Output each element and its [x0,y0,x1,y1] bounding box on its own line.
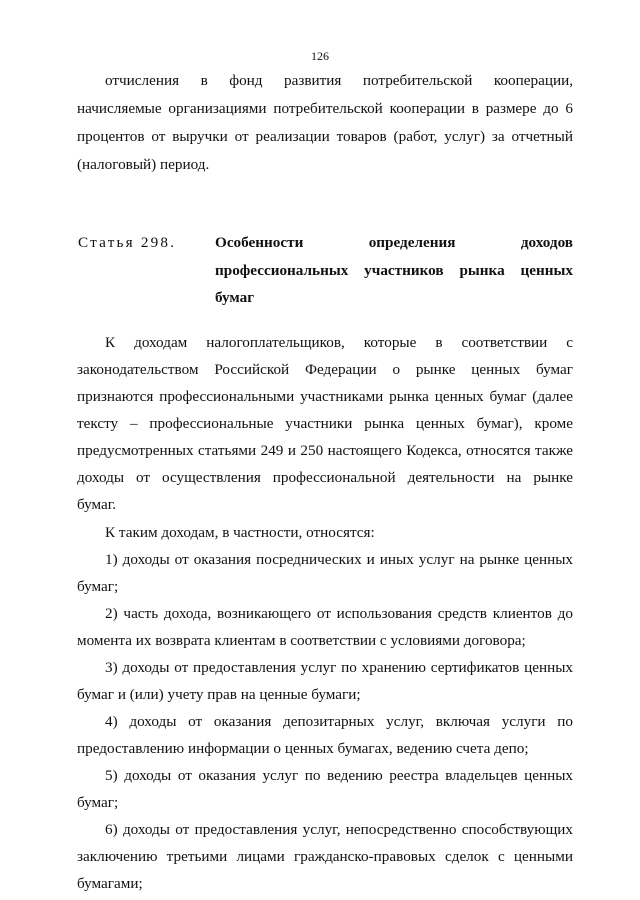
list-item-2-line-2: момента их возврата клиентам в соответствии с условиями договора; [77,632,526,649]
list-item-1-line-1: 1) доходы от оказания посреднических и иных услуг на рынке ценных [105,551,573,568]
page-number: 126 [311,49,329,63]
list-item-6-line-3: бумагами; [77,875,143,892]
body-line-5: предусмотренных статьями 249 и 250 настоящего Кодекса, относятся также [77,442,573,459]
list-item-5-line-1: 5) доходы от оказания услуг по ведению реестра владельцев ценных [105,767,573,784]
body-line-6: доходы от осуществления профессиональной деятельности на рынке [77,469,573,486]
list-item-6-line-1: 6) доходы от предоставления услуг, непосредственно способствующих [105,821,573,838]
intro-line-4: (налоговый) период. [77,156,210,173]
article-title-line-3: бумаг [215,289,255,306]
body-line-3: признаются профессиональными участниками рынка ценных бумаг (далее [77,388,573,405]
intro-line-3: процентов от выручки от реализации товаров (работ, услуг) за отчетный [77,128,573,145]
intro-line-1: отчисления в фонд развития потребительской кооперации, [105,72,573,89]
article-label: Статья 298. [78,234,177,251]
body-line-7: бумаг. [77,496,117,513]
list-item-4-line-1: 4) доходы от оказания депозитарных услуг, включая услуги по [105,713,573,730]
list-item-4-line-2: предоставлению информации о ценных бумагах, ведению счета депо; [77,740,529,757]
intro-line-2: начисляемые организациями потребительской кооперации в размере до 6 [77,100,573,117]
body-line-1: К доходам налогоплательщиков, которые в соответствии с [105,334,573,351]
list-item-3-line-1: 3) доходы от предоставления услуг по хранению сертификатов ценных [105,659,573,676]
list-item-3-line-2: бумаг и (или) учету прав на ценные бумаги; [77,686,361,703]
list-item-1-line-2: бумаг; [77,578,119,595]
article-title-line-2: профессиональных участников рынка ценных [215,262,573,279]
body-line-2: законодательством Российской Федерации о рынке ценных бумаг [77,361,573,378]
body-line-4: тексту – профессиональные участники рынка ценных бумаг), кроме [77,415,573,432]
article-title-line-1: Особенности определения доходов [215,234,573,251]
list-item-6-line-2: заключению третьими лицами гражданско-правовых сделок с ценными [77,848,573,865]
list-intro: К таким доходам, в частности, относятся: [105,524,375,541]
list-item-2-line-1: 2) часть дохода, возникающего от использования средств клиентов до [105,605,573,622]
list-item-5-line-2: бумаг; [77,794,119,811]
